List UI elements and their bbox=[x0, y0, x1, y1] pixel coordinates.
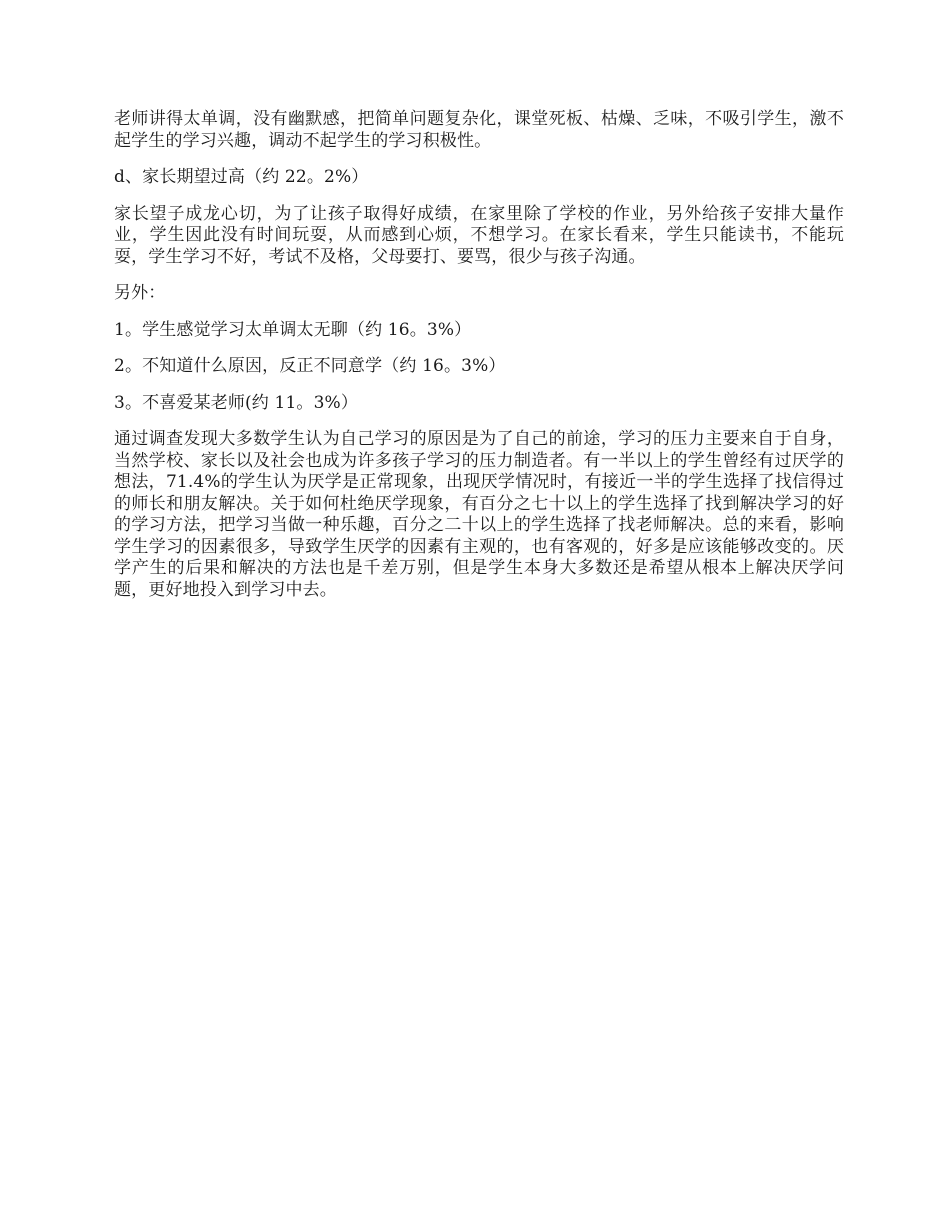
paragraph-gap bbox=[114, 378, 844, 393]
paragraph-parent-expectations: 家长望子成龙心切，为了让孩子取得好成绩，在家里除了学校的作业，另外给孩子安排大量作业，学生因此没有时间玩耍，从而感到心烦，不想学习。在家长看来，学生只能读书，不能玩耍，学生学习不好，考试不及格，父母要打、要骂，很少与孩子沟通。 bbox=[114, 203, 844, 267]
paragraph-gap bbox=[114, 414, 844, 429]
paragraph-gap bbox=[114, 341, 844, 356]
list-item-dislike-teacher: 3。不喜爱某老师(约 11。3%） bbox=[114, 392, 359, 413]
list-item-boring: 1。学生感觉学习太单调太无聊（约 16。3%） bbox=[114, 319, 472, 340]
paragraph-teacher-reasons: 老师讲得太单调，没有幽默感，把简单问题复杂化，课堂死板、枯燥、乏味，不吸引学生，激不起学生的学习兴趣，调动不起学生的学习积极性。 bbox=[114, 109, 844, 151]
paragraph-survey-conclusion: 通过调查发现大多数学生认为自己学习的原因是为了自己的前途，学习的压力主要来自于自身，当然学校、家长以及社会也成为许多孩子学习的压力制造者。有一半以上的学生曾经有过厌学的想法，71.4%的学生认为厌学是正常现象，出现厌学情况时，有接近一半的学生选择了找信得过的师长和朋友解决。关于如何杜绝厌学现象，有百分之七十以上的学生选择了找到解决学习的好的学习方法，把学习当做一种乐趣，百分之二十以上的学生选择了找老师解决。总的来看，影响学生学习的因素很多，导致学生厌学的因素有主观的，也有客观的，好多是应该能够改变的。厌学产生的后果和解决的方法也是千差万别，但是学生本身大多数还是希望从根本上解决厌学问题，更好地投入到学习中去。 bbox=[114, 429, 844, 600]
label-additionally: 另外： bbox=[114, 283, 166, 303]
paragraph-gap bbox=[114, 152, 844, 167]
heading-parent-expectations: d、家长期望过高（约 22。2%） bbox=[114, 167, 369, 187]
paragraph-gap bbox=[114, 305, 844, 320]
list-item-unknown-reason: 2。不知道什么原因，反正不同意学（约 16。3%） bbox=[114, 356, 506, 376]
paragraph-gap bbox=[114, 268, 844, 283]
document-page bbox=[114, 109, 844, 601]
paragraph-gap bbox=[114, 189, 844, 204]
